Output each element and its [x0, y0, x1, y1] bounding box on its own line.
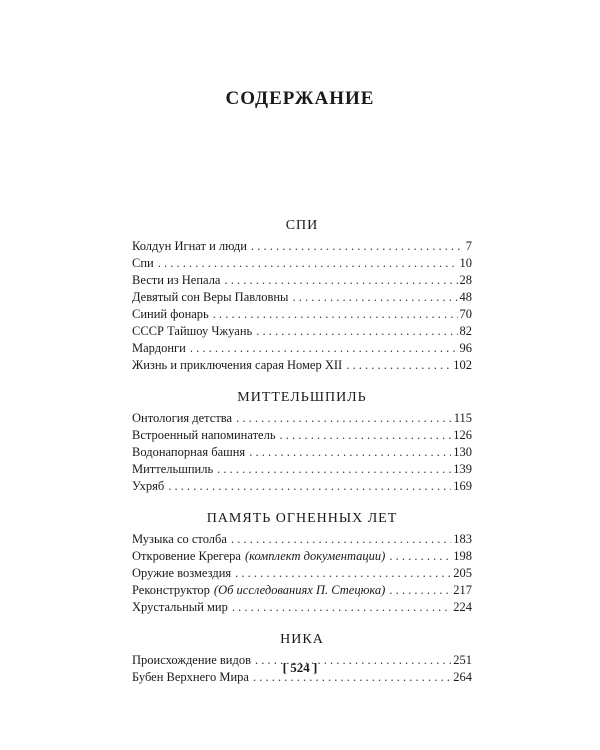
toc-entry[interactable]: [132, 478, 472, 495]
dot-leader: [346, 357, 451, 374]
dot-leader: [251, 238, 464, 255]
toc-entry[interactable]: [132, 582, 472, 599]
toc-entry[interactable]: [132, 427, 472, 444]
entry-title: Музыка со столба: [132, 532, 227, 546]
dot-leader: [280, 427, 452, 444]
entry-title: Онтология детства: [132, 411, 233, 425]
entry-page-number: 96: [459, 341, 472, 355]
section-title: МИТТЕЛЬШПИЛЬ: [237, 390, 367, 405]
toc-entry[interactable]: [132, 599, 472, 616]
toc-entry[interactable]: [132, 272, 472, 289]
entry-title: Жизнь и приключения сарая Номер XII: [132, 358, 343, 372]
toc-entry[interactable]: [132, 410, 472, 427]
toc-entry[interactable]: [132, 289, 472, 306]
page-number: [ 524 ]: [282, 660, 318, 675]
dot-leader: [236, 410, 452, 427]
entry-note: (Об исследованиях П. Стецюка): [213, 583, 386, 597]
entry-page-number: 169: [453, 479, 472, 493]
dot-leader: [249, 444, 451, 461]
dot-leader: [168, 478, 451, 495]
entry-page-number: 205: [453, 566, 472, 580]
entry-title: Ухряб: [132, 479, 165, 493]
toc-entry[interactable]: [132, 531, 472, 548]
dot-leader: [158, 255, 458, 272]
toc-entry[interactable]: [132, 461, 472, 478]
entry-title: Мардонги: [132, 341, 186, 355]
entry-title: Водонапорная башня: [132, 445, 246, 459]
entry-page-number: 217: [453, 583, 472, 597]
entry-title: Реконструктор: [132, 583, 210, 597]
entry-page-number: 264: [453, 670, 472, 684]
entry-page-number: 139: [453, 462, 472, 476]
entry-title: Девятый сон Веры Павловны: [132, 290, 289, 304]
toc-entry[interactable]: [132, 238, 472, 255]
entry-title: Хрустальный мир: [132, 600, 228, 614]
entry-title: СССР Тайшоу Чжуань: [132, 324, 253, 338]
toc-entry[interactable]: [132, 323, 472, 340]
dot-leader: [389, 548, 451, 565]
dot-leader: [292, 289, 457, 306]
section-title: НИКА: [280, 632, 324, 647]
entry-page-number: 10: [459, 256, 472, 270]
toc-section: [132, 216, 472, 374]
section-entries: [132, 531, 472, 616]
entry-title: Оружие возмездия: [132, 566, 232, 580]
entry-page-number: 70: [459, 307, 472, 321]
entry-title: Происхождение видов: [132, 653, 252, 667]
entry-page-number: 183: [453, 532, 472, 546]
dot-leader: [231, 531, 451, 548]
section-title: СПИ: [285, 218, 319, 233]
toc-entry[interactable]: [132, 357, 472, 374]
toc-entry[interactable]: [132, 340, 472, 357]
entry-page-number: 102: [453, 358, 472, 372]
toc-section: [132, 630, 472, 686]
toc-entry[interactable]: [132, 548, 472, 565]
entry-title: Синий фонарь: [132, 307, 209, 321]
entry-note: (комплект документации): [244, 549, 386, 563]
toc-section: [132, 388, 472, 495]
entry-title: Миттельшпиль: [132, 462, 214, 476]
section-entries: [132, 410, 472, 495]
dot-leader: [213, 306, 458, 323]
toc-section: [132, 509, 472, 616]
entry-title: Встроенный напоминатель: [132, 428, 276, 442]
entry-page-number: 251: [453, 653, 472, 667]
toc-entry[interactable]: [132, 255, 472, 272]
dot-leader: [190, 340, 458, 357]
dot-leader: [217, 461, 451, 478]
entry-title: Бубен Верхнего Мира: [132, 670, 249, 684]
entry-title: Вести из Непала: [132, 273, 221, 287]
table-of-contents: [132, 216, 472, 700]
entry-page-number: 28: [459, 273, 472, 287]
entry-page-number: 126: [453, 428, 472, 442]
dot-leader: [224, 272, 457, 289]
dot-leader: [256, 323, 457, 340]
entry-page-number: 130: [453, 445, 472, 459]
dot-leader: [232, 599, 451, 616]
dot-leader: [235, 565, 451, 582]
entry-page-number: 48: [459, 290, 472, 304]
entry-page-number: 115: [453, 411, 472, 425]
page-title: СОДЕРЖАНИЕ: [225, 88, 375, 109]
entry-page-number: 198: [453, 549, 472, 563]
entry-title: Спи: [132, 256, 154, 270]
toc-entry[interactable]: [132, 565, 472, 582]
dot-leader: [389, 582, 451, 599]
toc-entry[interactable]: [132, 444, 472, 461]
toc-entry[interactable]: [132, 306, 472, 323]
section-entries: [132, 238, 472, 374]
entry-title: Колдун Игнат и люди: [132, 239, 247, 253]
entry-page-number: 82: [459, 324, 472, 338]
section-title: ПАМЯТЬ ОГНЕННЫХ ЛЕТ: [206, 511, 398, 526]
entry-page-number: 7: [465, 239, 472, 253]
entry-title: Откровение Крегера: [132, 549, 241, 563]
entry-page-number: 224: [453, 600, 472, 614]
